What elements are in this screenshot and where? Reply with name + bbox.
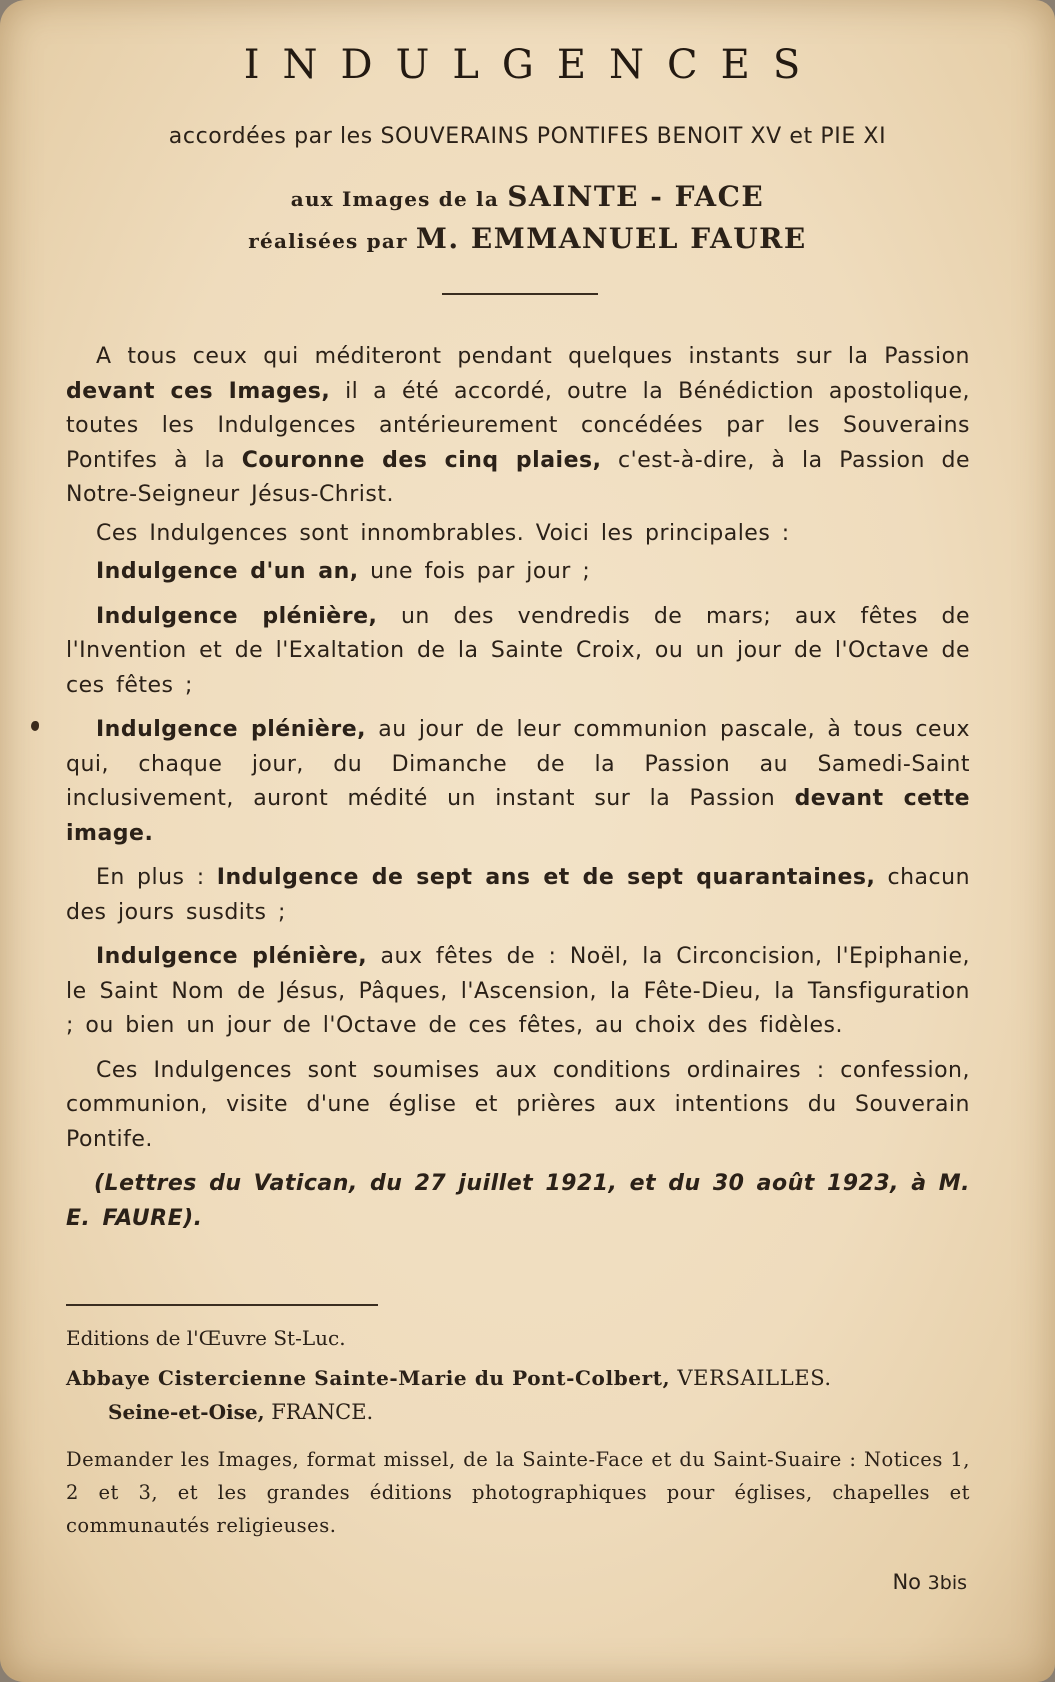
pleniere-pascale-bold: devant cette image. bbox=[66, 786, 971, 846]
pleniere-mars-text: un des vendredis de mars; aux fêtes de l'Invention et de l'Exaltation de la Sainte Croix, ou un jour de l'Octave de ces fêtes ; bbox=[66, 603, 971, 698]
paragraph-indulgence-an bbox=[66, 555, 970, 590]
publisher-line: Editions de l'Œuvre St-Luc. bbox=[66, 1326, 346, 1350]
subtitle-author bbox=[0, 222, 1055, 255]
subtitle-author-prefix: réalisées par bbox=[248, 229, 408, 253]
title-divider bbox=[442, 293, 598, 295]
subtitle-popes: accordées par les SOUVERAINS PONTIFES BENOIT XV et PIE XI bbox=[168, 124, 887, 149]
subtitle-images-prefix: aux Images de la bbox=[290, 187, 500, 211]
pleniere-pascale-text: au jour de leur communion pascale, à tous ceux qui, chaque jour, du Dimanche de la Passion au Samedi-Saint inclusivement, auront médité un instant sur la Passion bbox=[66, 717, 970, 811]
abbey-name: Abbaye Cistercienne Sainte-Marie du Pont-Colbert, bbox=[66, 1366, 671, 1390]
card-number bbox=[892, 1570, 967, 1594]
region-line bbox=[108, 1400, 1012, 1424]
imprint-divider bbox=[66, 1304, 378, 1306]
subtitle-images bbox=[0, 180, 1055, 213]
paragraph-intro bbox=[66, 340, 970, 513]
region-name: Seine-et-Oise, bbox=[108, 1400, 265, 1424]
ink-fleck bbox=[31, 721, 39, 731]
intro-bold-images: devant ces Images, bbox=[66, 378, 331, 404]
paragraph-pleniere-pascale bbox=[66, 713, 970, 851]
sept-ans-label: Indulgence de sept ans et de sept quarantaines, bbox=[216, 865, 876, 890]
pleniere-mars-label: Indulgence plénière, bbox=[96, 603, 378, 629]
card-number-value: 3bis bbox=[927, 1572, 967, 1594]
indulgence-text bbox=[66, 340, 970, 1246]
page-title: INDULGENCES bbox=[243, 42, 824, 88]
paragraph-principales: Ces Indulgences sont innombrables. Voici les principales : bbox=[96, 520, 790, 546]
sept-ans-text: chacun des jours susdits ; bbox=[66, 865, 971, 925]
card-number-prefix: No bbox=[892, 1570, 928, 1594]
intro-text-3: c'est-à-dire, à la Passion de Notre-Seigneur Jésus-Christ. bbox=[66, 447, 970, 507]
indulgence-an-text: une fois par jour ; bbox=[358, 559, 591, 584]
subtitle-author-name: M. EMMANUEL FAURE bbox=[415, 222, 807, 255]
paragraph-conditions: Ces Indulgences sont soumises aux conditions ordinaires : confession, communion, visite d'une église et prières aux intentions du Souverain Pontife. bbox=[66, 1057, 970, 1152]
intro-text-2: il a été accordé, outre la Bénédiction apostolique, toutes les Indulgences antérieurement concédées par les Souverains Pontifes à la bbox=[66, 378, 970, 473]
pleniere-fetes-label: Indulgence plénière, bbox=[96, 944, 368, 969]
paragraph-pleniere-mars bbox=[66, 600, 970, 704]
pleniere-fetes-text: aux fêtes de : Noël, la Circoncision, l'Epiphanie, le Saint Nom de Jésus, Pâques, l'Ascension, la Fête-Dieu, la Tansfiguration ; ou bien un jour de l'Octave de ces fêtes, au choix des fidèles. bbox=[66, 944, 971, 1038]
order-notice: Demander les Images, format missel, de la Sainte-Face et du Saint-Suaire : Notices 1, 2 et 3, et les grandes éditions photographiques pour églises, chapelles et communautés religieuses. bbox=[66, 1448, 970, 1537]
intro-bold-couronne: Couronne des cinq plaies, bbox=[241, 447, 602, 473]
country-name: FRANCE. bbox=[264, 1400, 374, 1424]
subtitle-sainte-face: SAINTE - FACE bbox=[507, 180, 765, 213]
abbey-city: VERSAILLES. bbox=[670, 1366, 832, 1390]
pleniere-pascale-label: Indulgence plénière, bbox=[96, 717, 366, 742]
abbey-line bbox=[66, 1366, 970, 1390]
intro-text-1: A tous ceux qui méditeront pendant quelques instants sur la Passion bbox=[96, 344, 970, 369]
vatican-reference: (Lettres du Vatican, du 27 juillet 1921, et du 30 août 1923, à M. E. FAURE). bbox=[66, 1171, 970, 1231]
paragraph-sept-ans bbox=[66, 861, 970, 930]
paragraph-pleniere-fetes bbox=[66, 940, 970, 1044]
indulgence-an-label: Indulgence d'un an, bbox=[96, 559, 359, 584]
sept-ans-prefix: En plus : bbox=[96, 865, 217, 890]
